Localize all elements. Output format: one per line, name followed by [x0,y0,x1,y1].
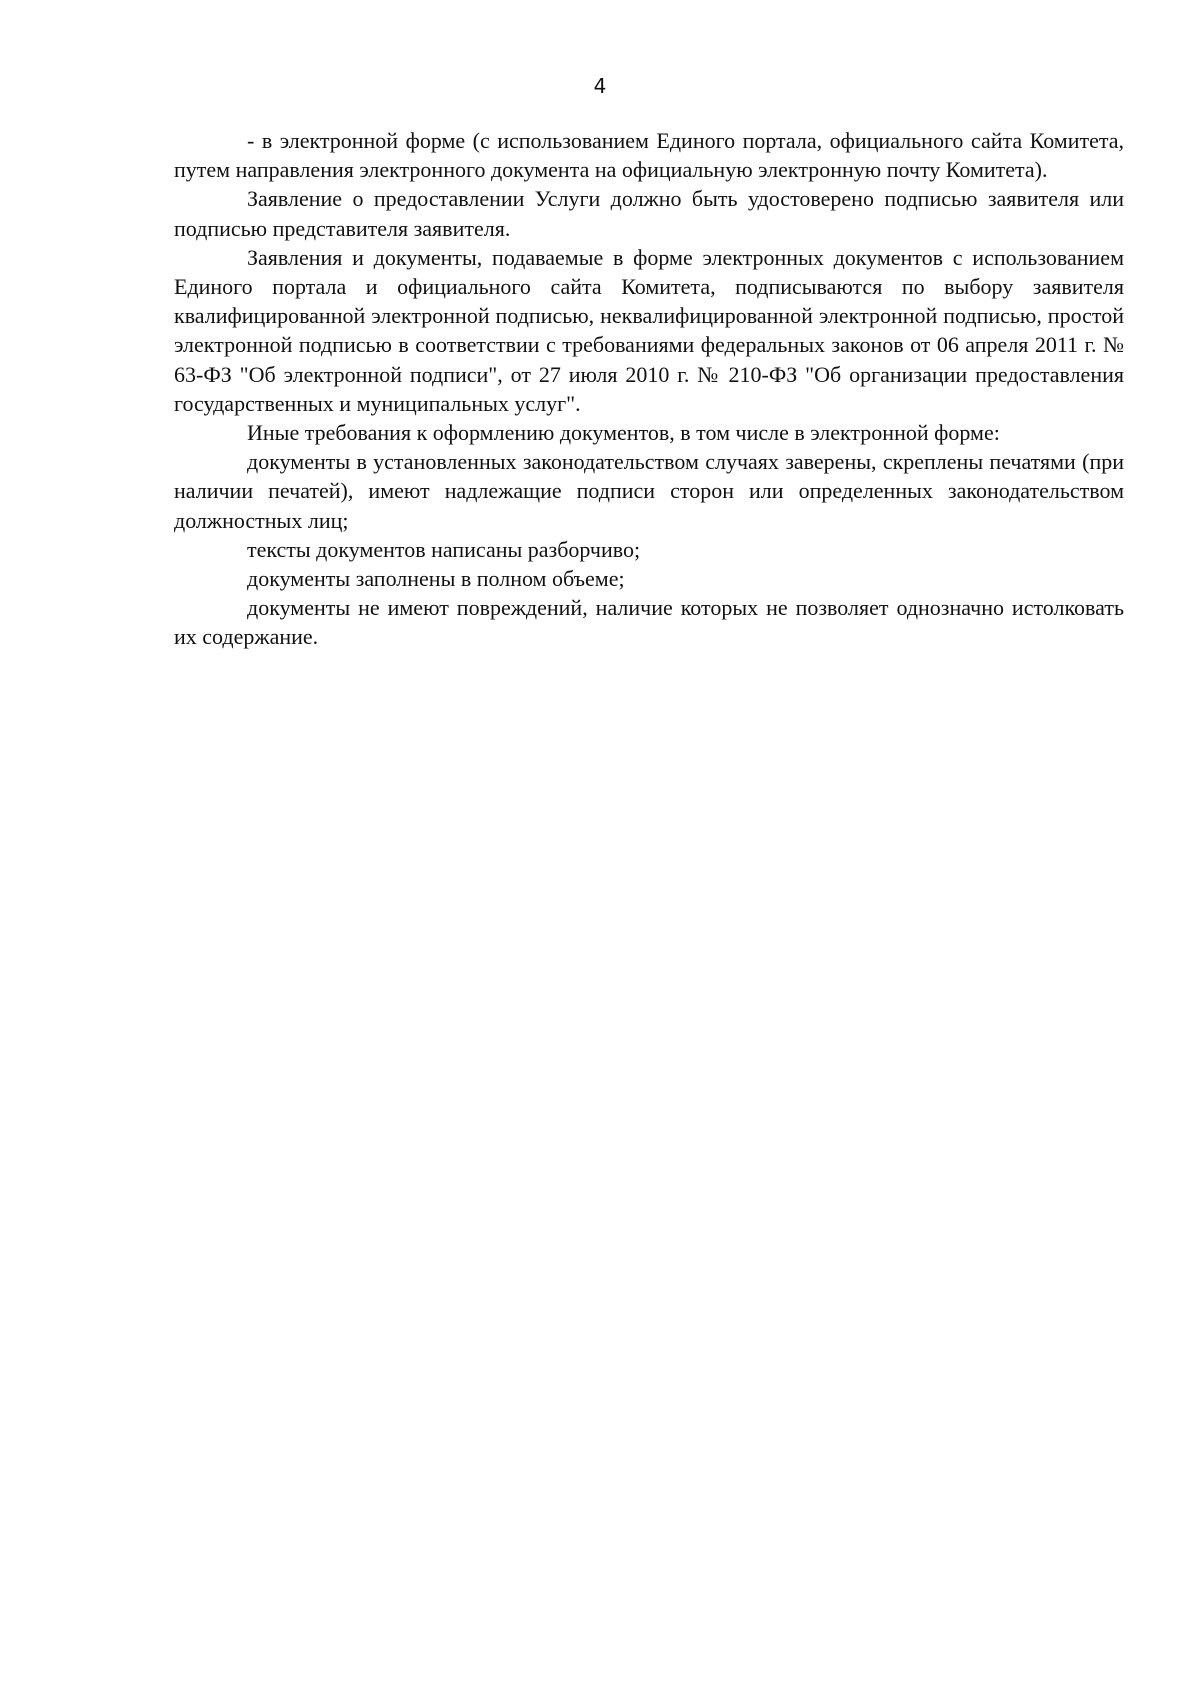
paragraph-other-requirements: Иные требования к оформлению документов, в том числе в электронной форме: [247,420,1000,446]
paragraph-application-signature: Заявление о предоставлении Услуги должно быть удостоверено подписью заявителя или подписью представителя заявителя. [174,186,1124,241]
paragraph-certified-documents: документы в установленных законодательством случаях заверены, скреплены печатями (при наличии печатей), имеют надлежащие подписи сторон или определенных законодательством должностных лиц; [174,449,1124,533]
paragraph-electronic-documents: Заявления и документы, подаваемые в форме электронных документов с использованием Единого портала и официального сайта Комитета, подписываются по выбору заявителя квалифицированной электронной подписью, неквалифицированной электронной подписью, простой электронной подписью в соответствии с требованиями федеральных законов от 06 апреля 2011 г. № 63-ФЗ "Об электронной подписи", от 27 июля 2010 г. № 210-ФЗ "Об организации предоставления государственных и муниципальных услуг". [174,244,1124,416]
paragraph-complete-documents: документы заполнены в полном объеме; [247,566,625,592]
page-number: 4 [593,74,607,98]
paragraph-undamaged-documents: документы не имеют повреждений, наличие которых не позволяет однозначно истолковать их содержание. [174,595,1124,650]
paragraph-electronic-form: - в электронной форме (с использованием Единого портала, официального сайта Комитета, путем направления электронного документа на официальную электронную почту Комитета). [174,128,1124,183]
paragraph-legible-texts: тексты документов написаны разборчиво; [247,536,641,562]
document-body [174,126,1124,652]
